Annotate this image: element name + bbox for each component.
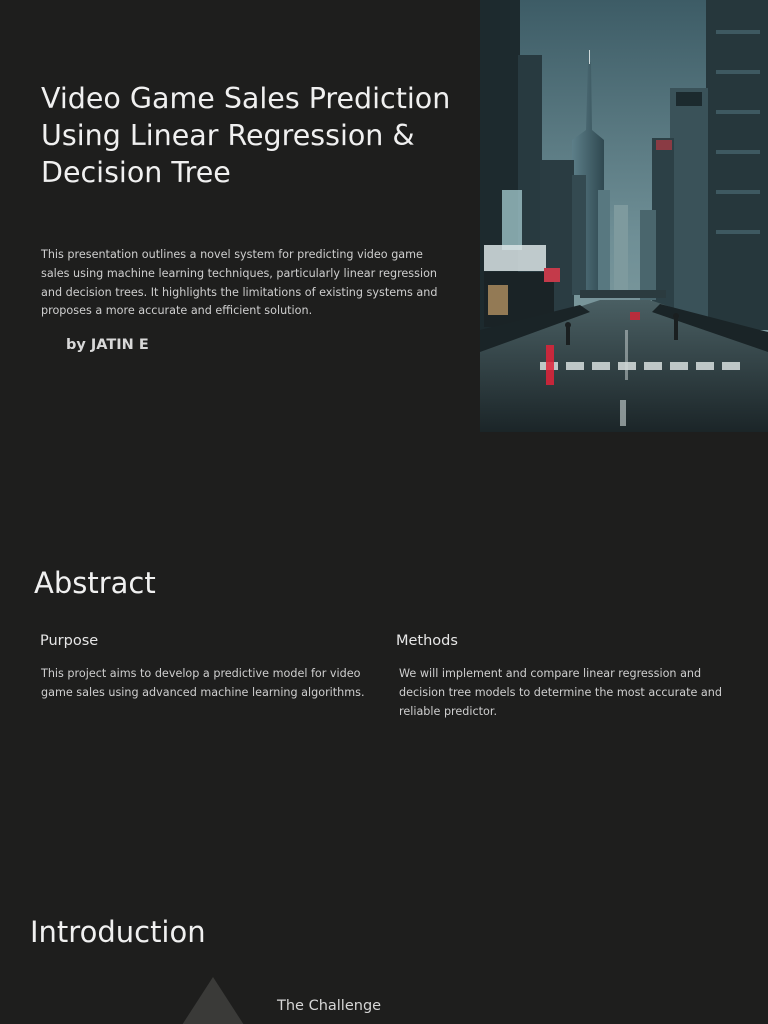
triangle-icon [182, 977, 244, 1024]
methods-text: We will implement and compare linear regression and decision tree models to determine the most accurate and reliable predictor. [399, 667, 722, 718]
slide-description: This presentation outlines a novel system for predicting video game sales using machine learning techniques, particularly linear regression and decision trees. It highlights the limitations of existing systems and proposes a more accurate and efficient solution. [41, 248, 438, 318]
purpose-text: This project aims to develop a predictive model for video game sales using advanced machine learning algorithms. [41, 667, 365, 699]
city-street-image [480, 0, 768, 432]
abstract-title: Abstract [34, 566, 156, 600]
author-byline: by JATIN E [66, 337, 149, 353]
methods-heading: Methods [396, 633, 458, 649]
challenge-heading: The Challenge [277, 998, 382, 1014]
introduction-title: Introduction [30, 915, 206, 949]
purpose-heading: Purpose [40, 633, 99, 649]
slide-title: Video Game Sales Prediction Using Linear Regression & Decision Tree [41, 82, 451, 189]
